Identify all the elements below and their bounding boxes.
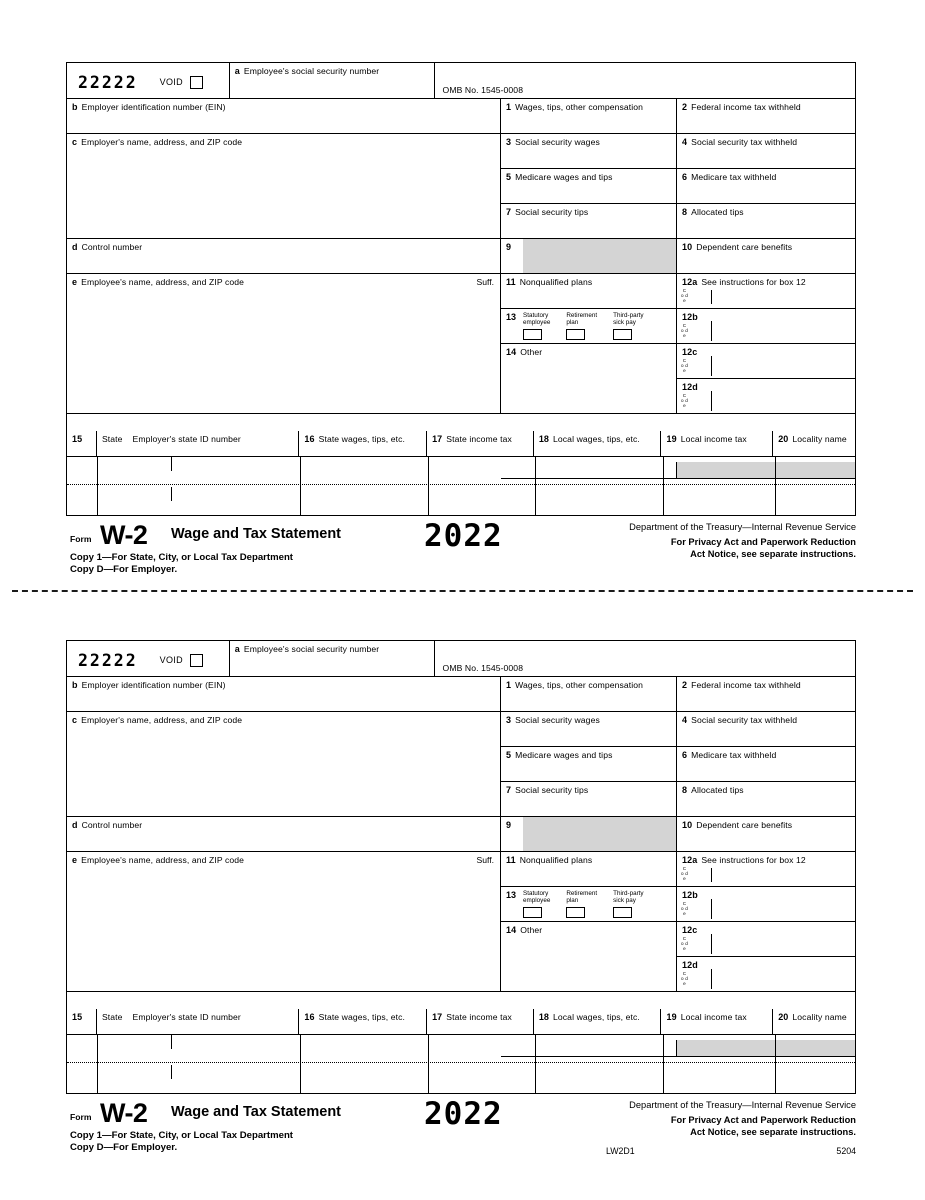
box-14-other[interactable] — [501, 344, 677, 414]
box-e-letter: e — [72, 277, 78, 287]
box-12a-label: See instructions for box 12 — [701, 277, 806, 287]
box-7-ss-tips[interactable] — [501, 204, 677, 239]
box-3-ss-wages[interactable] — [501, 134, 677, 169]
box-12b-divider — [711, 321, 712, 341]
retirement-line1-2: Retirement — [566, 890, 598, 897]
tax-year: 2022 — [424, 518, 503, 554]
box-12d-divider-2 — [711, 969, 712, 989]
box-e-employee[interactable] — [67, 274, 501, 414]
box-6-num-2: 6 — [682, 750, 688, 760]
box-10-label: Dependent care benefits — [696, 242, 793, 252]
box-16-label: State wages, tips, etc. — [318, 434, 405, 444]
box-7-label-2: Social security tips — [515, 785, 589, 795]
box-18-num: 18 — [538, 434, 550, 444]
box-11-label: Nonqualified plans — [519, 277, 593, 287]
v-sep-6 — [775, 457, 776, 515]
box-12b-code: C o d e — [681, 323, 688, 338]
form-word: Form — [70, 534, 92, 544]
box-9-num-2: 9 — [506, 820, 512, 830]
box-d-label: Control number — [81, 242, 143, 252]
box-7-num: 7 — [506, 207, 512, 217]
privacy-line-1: For Privacy Act and Paperwork Reduction — [670, 537, 856, 547]
form-word-2: Form — [70, 1112, 92, 1122]
box-4-label: Social security tax withheld — [691, 137, 798, 147]
box-13-checkboxes[interactable] — [501, 309, 677, 344]
state-code-tick — [171, 457, 172, 471]
box-11-nonqualified-2[interactable] — [501, 852, 677, 887]
box-c-letter-2: c — [72, 715, 78, 725]
box-17-num: 17 — [432, 434, 443, 444]
box-3-label-2: Social security wages — [515, 715, 600, 725]
box-8-num-2: 8 — [682, 785, 688, 795]
box-13-num-2: 13 — [506, 890, 517, 900]
box-c-label-2: Employer's name, address, and ZIP code — [81, 715, 243, 725]
stock-number: 5204 — [836, 1146, 856, 1156]
box-13-retirement[interactable] — [566, 312, 597, 340]
box-a-ssn[interactable] — [230, 63, 435, 99]
statutory-line2-2: employee — [523, 897, 551, 904]
statutory-line2: employee — [523, 319, 551, 326]
state-local-entry-area[interactable] — [67, 457, 855, 515]
box-8-allocated-tips[interactable] — [677, 204, 855, 239]
statutory-line1: Statutory — [523, 312, 549, 319]
v-sep-6-2 — [775, 1035, 776, 1093]
box-12c-code-2: C o d e — [681, 936, 688, 951]
box-7-ss-tips-2[interactable] — [501, 782, 677, 817]
v-sep-3 — [428, 457, 429, 515]
box-4-ss-tax-2[interactable] — [677, 712, 855, 747]
privacy-line-2-2: Act Notice, see separate instructions. — [690, 1126, 856, 1137]
box-5-medicare-wages[interactable] — [501, 169, 677, 204]
state-row-divider-2 — [67, 1062, 855, 1063]
form-title: Wage and Tax Statement — [171, 526, 342, 542]
box-14-num: 14 — [506, 347, 517, 357]
box-e-label-2: Employee's name, address, and ZIP code — [81, 855, 245, 865]
box-17-label-2: State income tax — [446, 1012, 512, 1022]
box-19-label: Local income tax — [680, 434, 747, 444]
box-13-checkboxes-2[interactable] — [501, 887, 677, 922]
box-6-num: 6 — [682, 172, 688, 182]
box-16-label-2: State wages, tips, etc. — [318, 1012, 405, 1022]
box-4-num-2: 4 — [682, 715, 688, 725]
row-c-employer — [67, 134, 855, 239]
box-13-sickpay[interactable] — [613, 312, 643, 340]
box-17-label: State income tax — [446, 434, 512, 444]
box-20-locality[interactable] — [773, 431, 855, 457]
box-3-label: Social security wages — [515, 137, 600, 147]
box-12a-num: 12a — [682, 277, 698, 287]
form-number: W-2 — [100, 520, 148, 550]
box-12c-2[interactable] — [677, 922, 855, 957]
box-11-num-2: 11 — [506, 855, 516, 865]
box-3-num: 3 — [506, 137, 512, 147]
box-18-label-2: Local wages, tips, etc. — [553, 1012, 640, 1022]
box-a-label: Employee's social security number — [243, 66, 380, 76]
box-9-shaded-2 — [523, 817, 676, 851]
box-14-label-2: Other — [520, 925, 543, 935]
v-sep-3-2 — [428, 1035, 429, 1093]
statutory-employee-checkbox[interactable] — [523, 329, 542, 340]
row-c-employer-2 — [67, 712, 855, 817]
box-e-suffix: Suff. — [476, 277, 494, 287]
control-fives-2: 22222 — [78, 650, 138, 670]
perforation-line — [12, 590, 913, 592]
void-code-cell-2 — [67, 641, 230, 677]
statutory-line1-2: Statutory — [523, 890, 549, 897]
copy-line-2: Copy D—For Employer. — [70, 564, 178, 575]
box-c-letter: c — [72, 137, 78, 147]
box-4-ss-tax[interactable] — [677, 134, 855, 169]
box-4-label-2: Social security tax withheld — [691, 715, 798, 725]
box-6-label: Medicare tax withheld — [691, 172, 777, 182]
row-b-1-2-copy — [67, 677, 855, 712]
box-12a-code-2: C o d e — [681, 866, 688, 881]
box-12a[interactable] — [677, 274, 855, 309]
row-d-9-10 — [67, 239, 855, 274]
box-8-num: 8 — [682, 207, 688, 217]
row-d-9-10-2 — [67, 817, 855, 852]
box-20-label-2: Locality name — [792, 1012, 847, 1022]
retirement-line2-2: plan — [566, 897, 579, 904]
box-b-ein-2[interactable] — [67, 677, 501, 712]
box-12c-code: C o d e — [681, 358, 688, 373]
row-state-local-header — [67, 431, 855, 457]
box-12d-num-2: 12d — [682, 960, 698, 970]
box-12a-divider — [711, 290, 712, 304]
box-17-state-tax[interactable] — [427, 431, 534, 457]
box-18-local-wages[interactable] — [534, 431, 662, 457]
box-15-id-label: Employer's state ID number — [132, 434, 241, 444]
v-sep-2-2 — [300, 1035, 301, 1093]
box-4-num: 4 — [682, 137, 688, 147]
box-9-num: 9 — [506, 242, 512, 252]
box-13-sickpay-2[interactable] — [613, 890, 643, 918]
state-code-tick-4 — [171, 1065, 172, 1079]
box-12a-num-2: 12a — [682, 855, 698, 865]
privacy-notice — [671, 537, 856, 560]
void-checkbox[interactable] — [190, 76, 203, 89]
box-5-label: Medicare wages and tips — [515, 172, 613, 182]
sickpay-line2: sick pay — [613, 319, 636, 326]
box-1-num: 1 — [506, 102, 512, 112]
box-13-statutory-2[interactable] — [523, 890, 550, 918]
box-15-employer-state-id-2[interactable] — [97, 1009, 299, 1035]
statutory-employee-checkbox-2[interactable] — [523, 907, 542, 918]
box-12c[interactable] — [677, 344, 855, 379]
box-12c-divider — [711, 356, 712, 376]
box-d-control[interactable] — [67, 239, 501, 274]
box-8-label-2: Allocated tips — [691, 785, 744, 795]
box-12a-label-2: See instructions for box 12 — [701, 855, 806, 865]
box-12b[interactable] — [677, 309, 855, 344]
box-5-label-2: Medicare wages and tips — [515, 750, 613, 760]
void-checkbox-2[interactable] — [190, 654, 203, 667]
v-sep-5-2 — [663, 1035, 664, 1093]
box-20-label: Locality name — [792, 434, 847, 444]
box-2-num-2: 2 — [682, 680, 688, 690]
box-9-2 — [501, 817, 677, 852]
box-18-local-wages-2[interactable] — [534, 1009, 662, 1035]
box-b-ein[interactable] — [67, 99, 501, 134]
box-17-state-tax-2[interactable] — [427, 1009, 534, 1035]
box-12d-code: C o d e — [681, 393, 688, 408]
box-16-num: 16 — [304, 434, 315, 444]
box-12d-divider — [711, 391, 712, 411]
box-15-state[interactable] — [67, 431, 97, 457]
product-code: LW2D1 — [606, 1146, 635, 1156]
box-18-num-2: 18 — [538, 1012, 550, 1022]
box-20-num: 20 — [778, 434, 789, 444]
box-14-other-2[interactable] — [501, 922, 677, 992]
state-code-tick-3 — [171, 1035, 172, 1049]
box-10-dependent-care[interactable] — [677, 239, 855, 274]
v-sep-1 — [97, 457, 98, 515]
box-12a-divider-2 — [711, 868, 712, 882]
box-5-medicare-wages-2[interactable] — [501, 747, 677, 782]
box-7-label: Social security tips — [515, 207, 589, 217]
retirement-line2: plan — [566, 319, 579, 326]
box-d-letter-2: d — [72, 820, 78, 830]
box-14-label: Other — [520, 347, 543, 357]
box-12d-code-2: C o d e — [681, 971, 688, 986]
box-14-num-2: 14 — [506, 925, 517, 935]
box-5-num-2: 5 — [506, 750, 512, 760]
copy-line-1-2: Copy 1—For State, City, or Local Tax Department — [70, 1130, 294, 1141]
box-3-num-2: 3 — [506, 715, 512, 725]
privacy-line-2: Act Notice, see separate instructions. — [690, 548, 856, 559]
box-11-label-2: Nonqualified plans — [519, 855, 593, 865]
box-5-num: 5 — [506, 172, 512, 182]
box-15-state-label-2: State — [101, 1012, 123, 1022]
box-a-letter-2: a — [234, 644, 240, 654]
box-e-letter-2: e — [72, 855, 78, 865]
retirement-plan-checkbox-2[interactable] — [566, 907, 585, 918]
box-17-num-2: 17 — [432, 1012, 443, 1022]
box-b-label: Employer identification number (EIN) — [81, 102, 226, 112]
box-b-letter-2: b — [72, 680, 78, 690]
third-party-sick-pay-checkbox[interactable] — [613, 329, 632, 340]
box-13-retirement-2[interactable] — [566, 890, 597, 918]
box-19-label-2: Local income tax — [680, 1012, 747, 1022]
box-16-state-wages-2[interactable] — [299, 1009, 427, 1035]
row-state-local-header-2 — [67, 1009, 855, 1035]
box-15-state-2[interactable] — [67, 1009, 97, 1035]
box-13-num: 13 — [506, 312, 517, 322]
box-15-id-label-2: Employer's state ID number — [132, 1012, 241, 1022]
box-1-label: Wages, tips, other compensation — [515, 102, 644, 112]
w2-form-bottom — [66, 640, 856, 1156]
box-10-label-2: Dependent care benefits — [696, 820, 793, 830]
box-12d-2[interactable] — [677, 957, 855, 992]
box-19-local-tax[interactable] — [661, 431, 773, 457]
privacy-notice-2 — [671, 1115, 856, 1138]
box-12c-num: 12c — [682, 347, 698, 357]
box-12c-divider-2 — [711, 934, 712, 954]
row-e-employee — [67, 274, 855, 414]
box-20-locality-2[interactable] — [773, 1009, 855, 1035]
box-2-label-2: Federal income tax withheld — [691, 680, 801, 690]
box-a-letter: a — [234, 66, 240, 76]
void-label: VOID — [159, 77, 183, 87]
box-15-num-2: 15 — [72, 1012, 83, 1022]
tax-year-2: 2022 — [424, 1096, 503, 1132]
box-6-medicare-tax[interactable] — [677, 169, 855, 204]
header-row-2 — [67, 641, 855, 677]
void-label-2: VOID — [159, 655, 183, 665]
box-19-local-tax-2[interactable] — [661, 1009, 773, 1035]
box-2-label: Federal income tax withheld — [691, 102, 801, 112]
v-sep-2 — [300, 457, 301, 515]
box-e-employee-2[interactable] — [67, 852, 501, 992]
box-13-statutory[interactable] — [523, 312, 550, 340]
box-e-label: Employee's name, address, and ZIP code — [81, 277, 245, 287]
v-sep-1-2 — [97, 1035, 98, 1093]
omb-number-2: OMB No. 1545-0008 — [442, 663, 524, 673]
box-12b-divider-2 — [711, 899, 712, 919]
form-title-2: Wage and Tax Statement — [171, 1104, 342, 1120]
sickpay-line1: Third-party — [613, 312, 644, 319]
box-12d[interactable] — [677, 379, 855, 414]
box-8-label: Allocated tips — [691, 207, 744, 217]
footer-top — [66, 516, 856, 578]
treasury-line-2: Department of the Treasury—Internal Revenue Service — [629, 1100, 856, 1110]
treasury-line: Department of the Treasury—Internal Revenue Service — [629, 522, 856, 532]
retirement-plan-checkbox[interactable] — [566, 329, 585, 340]
box-e-suffix-2: Suff. — [476, 855, 494, 865]
box-9 — [501, 239, 677, 274]
box-6-label-2: Medicare tax withheld — [691, 750, 777, 760]
v-sep-4-2 — [535, 1035, 536, 1093]
box-2-fed-tax-2[interactable] — [677, 677, 855, 712]
box-1-wages[interactable] — [501, 99, 677, 134]
box-d-control-2[interactable] — [67, 817, 501, 852]
box-1-label-2: Wages, tips, other compensation — [515, 680, 644, 690]
copy-line-1: Copy 1—For State, City, or Local Tax Department — [70, 552, 294, 563]
box-12c-num-2: 12c — [682, 925, 698, 935]
box-12a-2[interactable] — [677, 852, 855, 887]
v-sep-4 — [535, 457, 536, 515]
box-c-employer-2[interactable] — [67, 712, 501, 817]
box-20-num-2: 20 — [778, 1012, 789, 1022]
box-a-ssn-2[interactable] — [230, 641, 435, 677]
box-7-num-2: 7 — [506, 785, 512, 795]
box-1-wages-2[interactable] — [501, 677, 677, 712]
box-16-num-2: 16 — [304, 1012, 315, 1022]
box-12d-num: 12d — [682, 382, 698, 392]
form-number-2: W-2 — [100, 1098, 148, 1128]
box-12a-code: C o d e — [681, 288, 688, 303]
omb-cell-2 — [435, 641, 855, 677]
box-1-num-2: 1 — [506, 680, 512, 690]
control-fives: 22222 — [78, 72, 138, 92]
w2-form-top — [66, 62, 856, 578]
third-party-sick-pay-checkbox-2[interactable] — [613, 907, 632, 918]
copy-line-2-2: Copy D—For Employer. — [70, 1142, 178, 1153]
box-12b-code-2: C o d e — [681, 901, 688, 916]
omb-number: OMB No. 1545-0008 — [442, 85, 524, 95]
box-9-shaded — [523, 239, 676, 273]
box-c-label: Employer's name, address, and ZIP code — [81, 137, 243, 147]
box-15-num: 15 — [72, 434, 83, 444]
box-11-nonqualified[interactable] — [501, 274, 677, 309]
box-d-label-2: Control number — [81, 820, 143, 830]
w2-grid — [66, 62, 856, 516]
box-2-num: 2 — [682, 102, 688, 112]
box-18-label: Local wages, tips, etc. — [553, 434, 640, 444]
box-c-employer[interactable] — [67, 134, 501, 239]
box-b-label-2: Employer identification number (EIN) — [81, 680, 226, 690]
box-19-num: 19 — [666, 434, 677, 444]
box-15-employer-state-id[interactable] — [97, 431, 299, 457]
box-a-label-2: Employee's social security number — [243, 644, 380, 654]
box-10-num: 10 — [682, 242, 693, 252]
state-code-tick-2 — [171, 487, 172, 501]
w2-grid-2 — [66, 640, 856, 1094]
sickpay-line1-2: Third-party — [613, 890, 644, 897]
box-19-num-2: 19 — [666, 1012, 677, 1022]
box-12b-num-2: 12b — [682, 890, 698, 900]
row-e-employee-2 — [67, 852, 855, 992]
box-12b-2[interactable] — [677, 887, 855, 922]
state-row-divider — [67, 484, 855, 485]
box-12b-num: 12b — [682, 312, 698, 322]
box-15-state-label: State — [101, 434, 123, 444]
privacy-line-1-2: For Privacy Act and Paperwork Reduction — [670, 1115, 856, 1125]
footer-bottom — [66, 1094, 856, 1156]
state-local-entry-area-2[interactable] — [67, 1035, 855, 1093]
box-10-num-2: 10 — [682, 820, 693, 830]
retirement-line1: Retirement — [566, 312, 598, 319]
sickpay-line2-2: sick pay — [613, 897, 636, 904]
box-2-fed-tax[interactable] — [677, 99, 855, 134]
omb-cell — [435, 63, 855, 99]
header-row — [67, 63, 855, 99]
box-3-ss-wages-2[interactable] — [501, 712, 677, 747]
row-b-1-2 — [67, 99, 855, 134]
box-8-allocated-tips-2[interactable] — [677, 782, 855, 817]
v-sep-5 — [663, 457, 664, 515]
box-b-letter: b — [72, 102, 78, 112]
box-6-medicare-tax-2[interactable] — [677, 747, 855, 782]
box-d-letter: d — [72, 242, 78, 252]
box-10-dependent-care-2[interactable] — [677, 817, 855, 852]
box-16-state-wages[interactable] — [299, 431, 427, 457]
box-11-num: 11 — [506, 277, 516, 287]
void-code-cell — [67, 63, 230, 99]
